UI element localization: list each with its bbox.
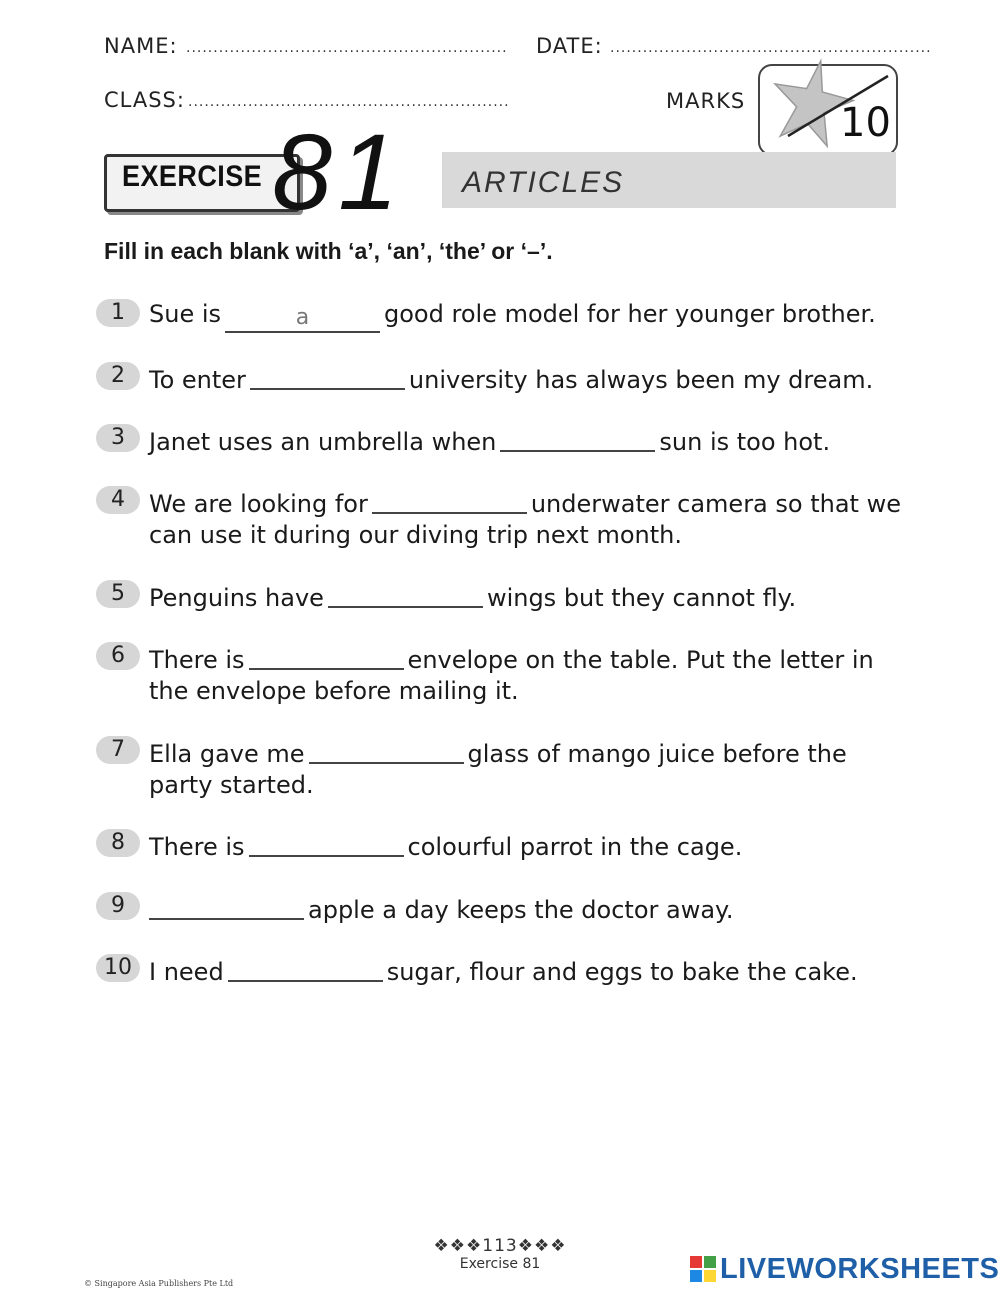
answer-blank[interactable]: [228, 956, 383, 982]
question-text-before: We are looking for: [149, 490, 368, 518]
question-6: [96, 642, 906, 707]
question-text-after: sugar, flour and eggs to bake the cake.: [386, 958, 858, 986]
marks-label: MARKS: [666, 89, 746, 113]
question-9: [96, 892, 906, 926]
question-number: 1: [96, 299, 140, 327]
question-2: [96, 362, 906, 396]
question-text-after: wings but they cannot fly.: [486, 584, 797, 612]
question-4: [96, 486, 906, 551]
marks-total: 10: [840, 100, 891, 146]
question-text-after: good role model for her younger brother.: [384, 300, 876, 328]
question-text-before: There is: [149, 833, 245, 861]
copyright: © Singapore Asia Publishers Pte Ltd: [84, 1279, 234, 1288]
marks-box: [758, 64, 898, 156]
question-text-before: To enter: [149, 366, 246, 394]
question-text-after: envelope on the table. Put the letter in the envelope before mailing it.: [149, 646, 874, 705]
question-text-after: glass of mango juice before the party started.: [149, 740, 847, 799]
exercise-number: 81: [272, 111, 405, 232]
answer-blank[interactable]: [225, 307, 380, 333]
question-text-after: university has always been my dream.: [408, 366, 874, 394]
question-number: 6: [96, 642, 140, 670]
logo-text: LIVEWORKSHEETS: [720, 1252, 1000, 1285]
page-number: ❖❖❖113❖❖❖: [433, 1236, 567, 1256]
question-text-after: colourful parrot in the cage.: [407, 833, 743, 861]
question-number: 9: [96, 892, 140, 920]
question-number: 5: [96, 580, 140, 608]
question-number: 3: [96, 424, 140, 452]
question-5: [96, 580, 906, 614]
question-text-after: apple a day keeps the doctor away.: [308, 896, 734, 924]
question-text-after: sun is too hot.: [659, 428, 831, 456]
question-text-before: Penguins have: [149, 584, 324, 612]
question-10: [96, 954, 906, 988]
exercise-label: EXERCISE: [122, 160, 263, 193]
topic-title: ARTICLES: [462, 166, 625, 199]
question-text-before: Janet uses an umbrella when: [149, 428, 497, 456]
answer-blank[interactable]: [149, 894, 304, 920]
question-7: [96, 736, 906, 801]
question-number: 4: [96, 486, 140, 514]
question-3: [96, 424, 906, 458]
question-number: 8: [96, 829, 140, 857]
answer-blank[interactable]: [372, 488, 527, 514]
answer-blank[interactable]: [309, 738, 464, 764]
question-text-after: underwater camera so that we can use it during our diving trip next month.: [149, 490, 901, 549]
answer-value: a: [295, 305, 310, 330]
question-1: [96, 299, 906, 331]
question-text-before: Sue is: [149, 300, 222, 328]
question-number: 10: [96, 954, 140, 982]
date-field[interactable]: ...........................................................: [610, 40, 932, 56]
answer-blank[interactable]: [250, 364, 405, 390]
name-field[interactable]: ...........................................................: [186, 40, 508, 56]
date-label: DATE:: [536, 34, 603, 58]
class-field[interactable]: ...........................................................: [188, 94, 510, 110]
answer-blank[interactable]: [249, 644, 404, 670]
question-number: 7: [96, 736, 140, 764]
question-text-before: Ella gave me: [149, 740, 305, 768]
name-label: NAME:: [104, 34, 178, 58]
answer-blank[interactable]: [328, 582, 483, 608]
answer-blank[interactable]: [500, 426, 655, 452]
answer-blank[interactable]: [249, 831, 404, 857]
question-text-before: There is: [149, 646, 245, 674]
logo-blocks-icon: [690, 1256, 716, 1282]
instruction: Fill in each blank with ‘a’, ‘an’, ‘the’ or ‘–’.: [104, 238, 553, 264]
class-label: CLASS:: [104, 88, 185, 112]
liveworksheets-logo[interactable]: [690, 1252, 999, 1286]
page-caption: Exercise 81: [459, 1256, 541, 1272]
question-8: [96, 829, 906, 863]
question-number: 2: [96, 362, 140, 390]
question-text-before: I need: [149, 958, 224, 986]
